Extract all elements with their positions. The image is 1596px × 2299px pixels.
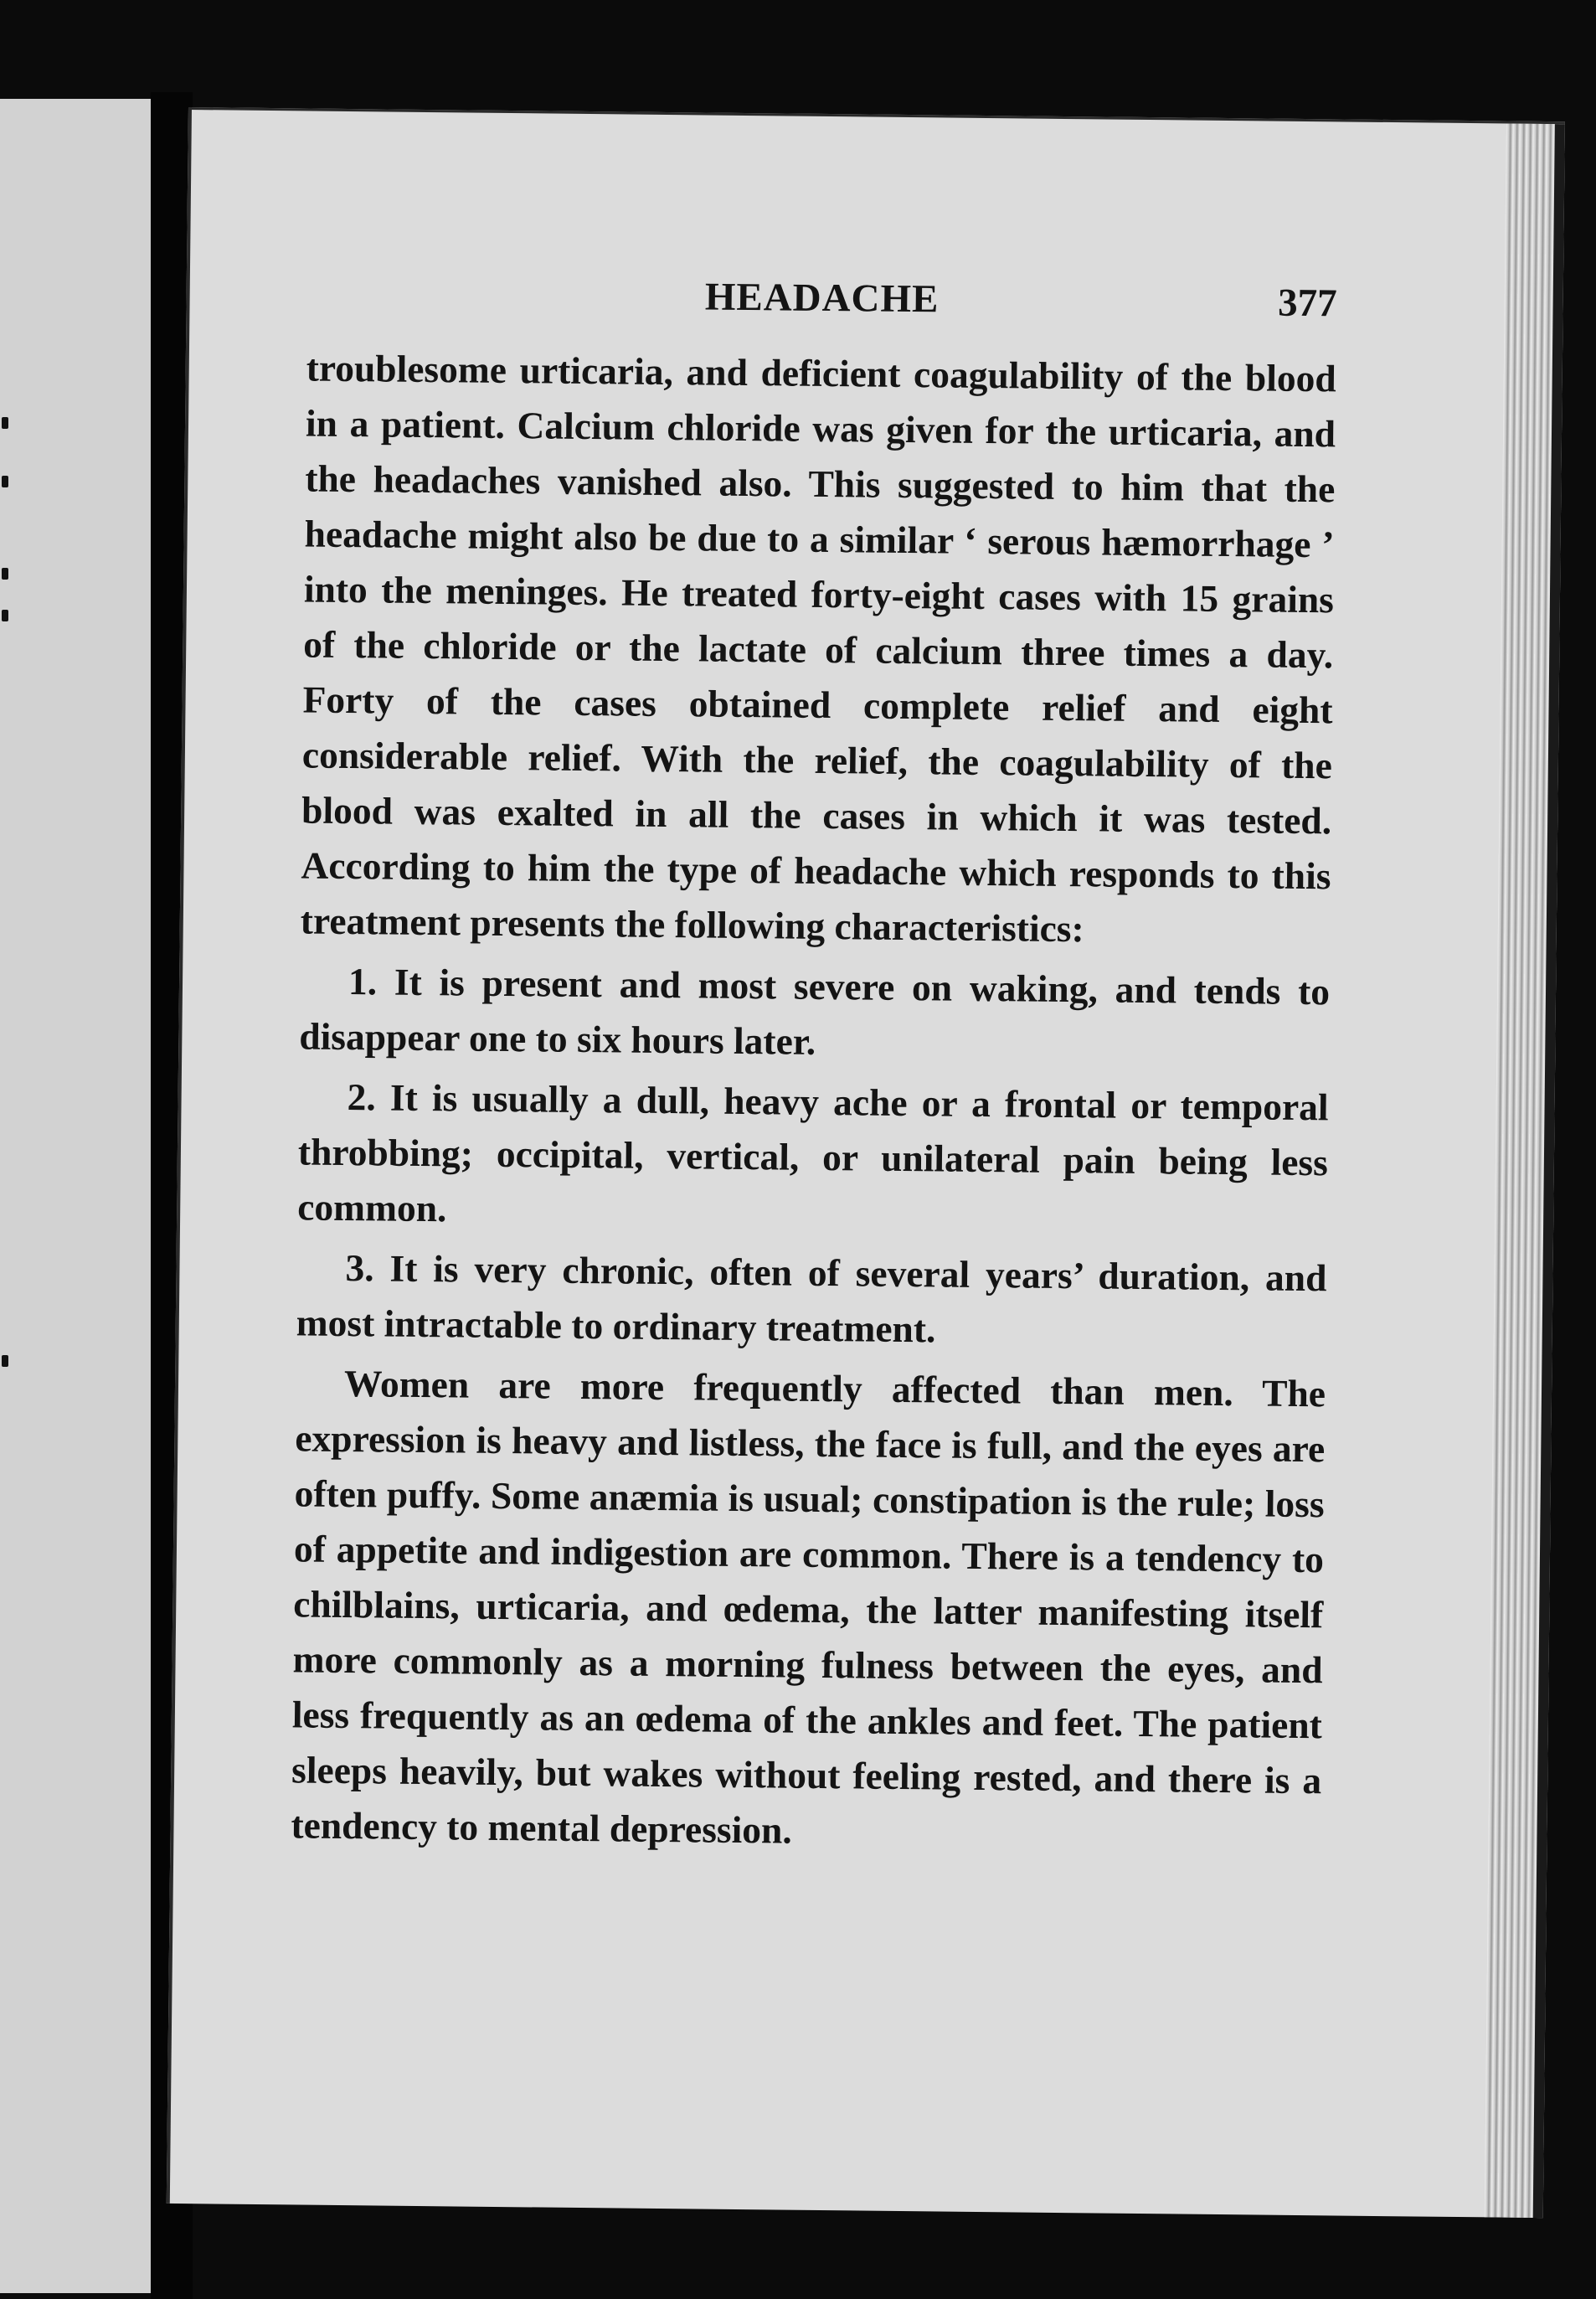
left-page-edge (0, 99, 151, 2293)
running-title: HEADACHE (704, 275, 940, 322)
left-page-print-marks (0, 417, 12, 1422)
paragraph-women: Women are more frequently affected than men. The expression is heavy and listless, the face is full, and the eyes are often puffy. Some anæmia is usual; constipation is the rule; loss of appetite and indigestion are common. There is a tendency to chilblains, urticaria, and œdema, the latter manifesting itself more commonly as a morning fulness between the eyes, and less frequently as an œdema of the ankles and feet. The patient sleeps heavily, but wakes without feeling rested, and there is a tendency to mental depression. (291, 1362, 1326, 1852)
running-head (306, 270, 1337, 339)
list-item-1: 1. It is present and most severe on waking, and tends to disappear one to six hours later. (299, 960, 1331, 1063)
body-text (291, 340, 1336, 1863)
paragraph-continuation: troublesome urticaria, and deficient coagulability of the blood in a patient. Calcium chloride was given for the urticaria, and the headaches vanished also. This suggested to him that the headache might also be due to a similar ‘ serous hæmorrhage ’ into the meninges. He treated forty-eight cases with 15 grains of the chloride or the lactate of calcium three times a day. Forty of the cases obtained complete relief and eight considerable relief. With the relief, the coagulability of the blood was exalted in all the cases in which it was tested. According to him the type of headache which responds to this treatment presents the following characteristics: (300, 346, 1336, 951)
list-item-3: 3. It is very chronic, often of several years’ duration, and most intractable to ordinary treatment. (296, 1246, 1327, 1351)
list-item-2: 2. It is usually a dull, heavy ache or a frontal or temporal throbbing; occipital, vertical, or unilateral pain being less common. (296, 1075, 1329, 1230)
book-page (167, 107, 1565, 2218)
page-number: 377 (1277, 281, 1337, 326)
page-content (291, 270, 1337, 1863)
